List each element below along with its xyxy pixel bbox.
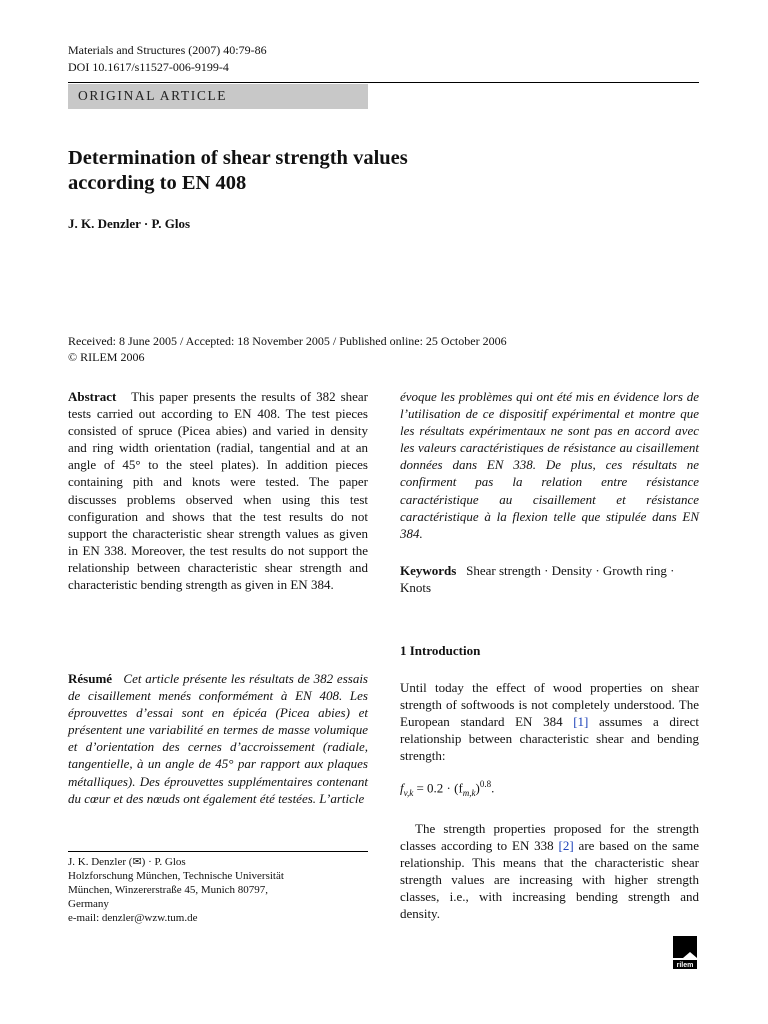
authors: J. K. Denzler · P. Glos [68,216,191,231]
affiliation [68,855,368,925]
publication-dates [68,333,507,365]
eq-exponent: 0.8 [479,779,492,789]
journal-line: Materials and Structures (2007) 40:79-86 [68,43,267,57]
eq-lhs: f [400,780,404,796]
intro-text-2: The strength properties proposed for the strength classes according to EN 338 [400,821,699,854]
eq-close: ) [475,780,480,796]
eq-rhs-sub: m,k [462,787,476,798]
intro-paragraph-1 [400,679,699,764]
affiliation-authors: J. K. Denzler (✉) · P. Glos [68,856,186,868]
eq-end: . [491,780,495,796]
citation-link-2[interactable]: [2] [558,838,574,854]
article-type-banner [68,84,368,109]
intro-text-2b: are based on the same relationship. This means that the characteristic shear strength values are increasing with higher strength classes, i.e., with increasing bending strength and density. [400,838,699,922]
abstract-label: Abstract [68,389,117,404]
intro-text-1: Until today the effect of wood properties on shear strength of softwoods is not completely understood. The European standard EN 384 [400,680,699,730]
affiliation-email[interactable]: e-mail: denzler@wzw.tum.de [68,912,198,924]
copyright-line: © RILEM 2006 [68,350,145,364]
article-type-label: ORIGINAL ARTICLE [78,88,228,103]
rilem-logo-text: rilem [676,962,694,969]
citation-link-1[interactable]: [1] [573,714,589,730]
resume-text: Cet article présente les résultats de 382 essais de cisaillement menés conformément à EN 408. Les éprouvettes d’essai sont en épicéa (Picea abies) et présentent une variabilité en termes de masse volumique et d’orientation des cernes d’accroissement (radiale, tangentielle, à un angle de 45° par rapport aux plaques métalliques). Des éprouvettes supplémentaires contenant du cœur et des nœuds ont également été testées. L’article [68,671,368,806]
abstract-text: This paper presents the results of 382 shear tests carried out according to EN 408. The test pieces consisted of spruce (Picea abies) and varied in density and ring width orientation (radial, tangential and at an angle of 45° to the steel plates). In addition pieces containing pith and knots were tested. The paper discusses problems observed when using this test configuration and shows that the test results do not support the characteristic shear strength values as given in EN 338. Moreover, the test results do not support the relationship between characteristic shear strength and characteristic bending strength as given in EN 384. [68,389,368,593]
intro-text-1b: assumes a direct relationship between characteristic shear and bending strength: [400,714,699,764]
resume-label: Résumé [68,671,113,686]
received-line: Received: 8 June 2005 / Accepted: 18 November 2005 / Published online: 25 October 2006 [68,334,507,348]
title-line-1: Determination of shear strength values [68,147,408,169]
affiliation-rule [68,851,368,852]
affiliation-institute: Holzforschung München, Technische Universität [68,870,284,882]
paper-title [68,146,628,196]
keywords-text: Shear strength · Density · Growth ring · Knots [400,563,675,596]
rilem-logo [671,934,699,970]
resume [68,670,368,807]
keywords [400,562,699,596]
title-line-2: according to EN 408 [68,172,247,194]
intro-paragraph-2 [400,820,699,923]
eq-mid: = 0.2 · (f [413,780,463,796]
abstract [68,388,368,593]
section-heading: 1 Introduction [400,643,481,658]
doi-line: DOI 10.1617/s11527-006-9199-4 [68,60,229,74]
eq-lhs-sub: v,k [403,787,414,798]
affiliation-country: Germany [68,898,109,910]
resume-continued: évoque les problèmes qui ont été mis en évidence lors de l’utilisation de ce dispositif expérimental et montre que les résultats expérimentaux ne sont pas en accord avec les valeurs caractéristiques de résistance au cisaillement données dans EN 338. De plus, ces résultats ne confirment pas la relation entre résistance caractéristique au cisaillement et résistance caractéristique à la flexion telle que stipulée dans EN 384. [400,389,699,541]
journal-info [68,42,267,76]
header-rule [68,82,699,83]
affiliation-address: München, Winzererstraße 45, Munich 80797, [68,884,269,896]
equation [400,779,494,798]
keywords-label: Keywords [400,563,457,578]
